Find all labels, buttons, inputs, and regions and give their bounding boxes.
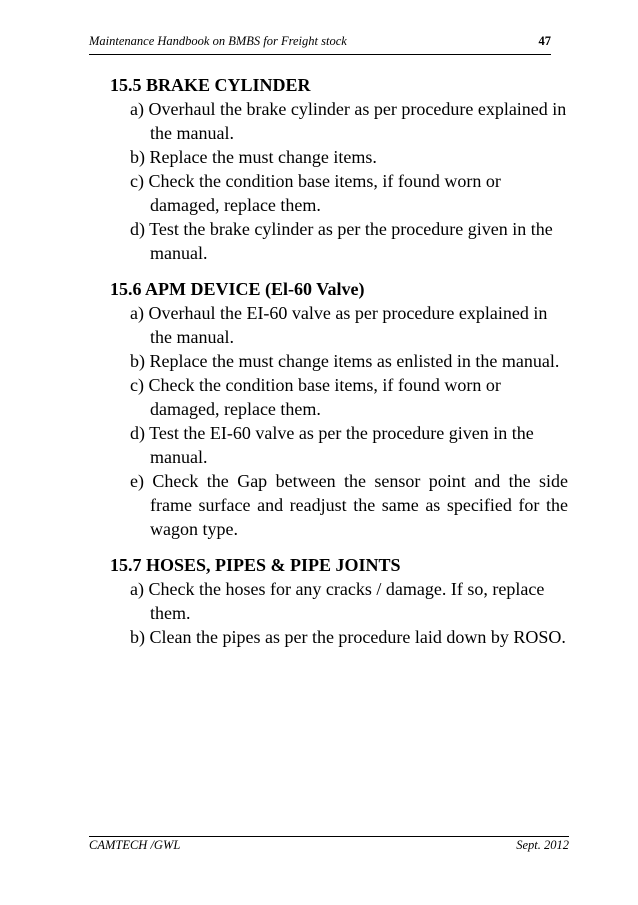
list-item: d) Test the brake cylinder as per the procedure given in the manual. <box>130 219 553 263</box>
section-hoses-pipes <box>110 553 568 649</box>
footer-organization: CAMTECH /GWL <box>89 838 181 852</box>
list-item: d) Test the EI-60 valve as per the procedure given in the manual. <box>130 423 534 467</box>
list-item: a) Overhaul the brake cylinder as per procedure explained in the manual. <box>130 99 567 143</box>
list-item: a) Overhaul the EI-60 valve as per procedure explained in the manual. <box>130 303 548 347</box>
list-item: e) Check the Gap between the sensor point and the side frame surface and readjust the same as specified for the wagon type. <box>130 471 568 539</box>
list-item: b) Replace the must change items as enlisted in the manual. <box>130 351 560 371</box>
page-number: 47 <box>538 34 551 48</box>
section-heading: 15.5 BRAKE CYLINDER <box>110 75 311 95</box>
list-item: c) Check the condition base items, if found worn or damaged, replace them. <box>130 375 501 419</box>
section-heading: 15.7 HOSES, PIPES & PIPE JOINTS <box>110 555 401 575</box>
section-apm-device <box>110 277 568 541</box>
page-header <box>89 34 551 54</box>
header-title: Maintenance Handbook on BMBS for Freight stock <box>89 34 347 48</box>
page-footer <box>89 822 569 852</box>
header-rule <box>89 54 551 55</box>
list-item: c) Check the condition base items, if found worn or damaged, replace them. <box>130 171 501 215</box>
page-content <box>110 73 568 661</box>
list-item: a) Check the hoses for any cracks / damage. If so, replace them. <box>130 579 545 623</box>
list-item: b) Replace the must change items. <box>130 147 377 167</box>
list-item: b) Clean the pipes as per the procedure laid down by ROSO. <box>130 627 566 647</box>
section-heading: 15.6 APM DEVICE (El-60 Valve) <box>110 279 365 299</box>
section-brake-cylinder <box>110 73 568 265</box>
footer-date: Sept. 2012 <box>516 838 569 852</box>
